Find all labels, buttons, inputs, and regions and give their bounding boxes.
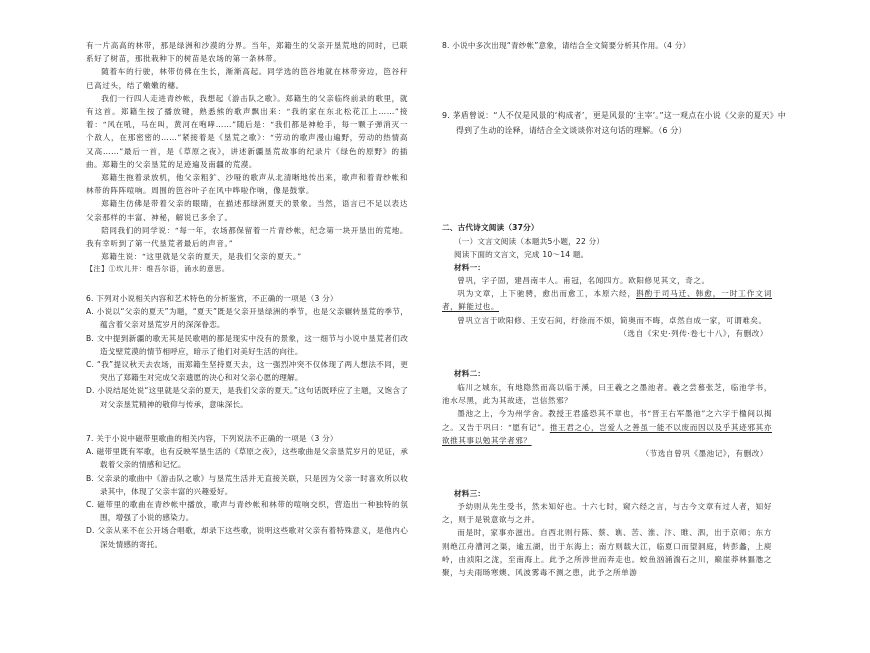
story-paragraph: 有一片高高的林带，那是绿洲和沙漠的分界。当年，郑籍生的父亲开垦荒地的同时，已联系好了树苗，那批栽种下的树苗是农场的第一条林带。 xyxy=(86,41,408,64)
option-a: A. 小说以“父亲的夏天”为题，“夏天”既是父亲开垦绿洲的季节，也是父亲辗转垦荒的季节，蕴含着父亲对垦荒岁月的深深眷恋。 xyxy=(86,307,408,330)
footnote: 【注】①坎儿井：维吾尔语，涌水的意思。 xyxy=(86,265,230,274)
question-6 xyxy=(86,292,408,411)
classical-reading-header xyxy=(454,235,772,275)
material-2-paragraph: 临川之城东，有地隐然而高以临于溪，曰王羲之之墨池者。羲之尝慕张芝，临池学书，池水尽黑，此为其故迹，岂信然邪？ xyxy=(442,383,772,406)
source-citation: （节选自曾巩《墨池记》，有删改） xyxy=(641,449,768,459)
material-1 xyxy=(442,274,772,340)
option-d: D. 小说结尾处说“这里就是父亲的夏天，是我们父亲的夏天。”这句话既呼应了主题，又饱含了对父亲垦荒精神的敬仰与传承，意味深长。 xyxy=(86,386,408,409)
text-run: 巩为文章，上下驰骋，愈出而愈工，本原六经， xyxy=(457,289,637,299)
text-run: 墨池之上，今为州学舍。教授王君盛恐其不章也，书“晋王右军墨池”之六字于楹间以揭之。又告于巩曰：“愿有记”。 xyxy=(442,409,772,432)
question-9: 9. 茅盾曾说：“人不仅是风景的‘构成者’，更是风景的‘主宰’。”这一观点在小说《父亲的夏天》中得到了生动的诠释，请结合全文谈谈你对这句话的理解。（6 分） xyxy=(442,111,786,135)
material-1-paragraph: 曾巩立言于欧阳修、王安石间，纡徐而不烦，简奥而不晦，卓然自成一家，可谓难矣。 xyxy=(457,315,767,325)
material-2-paragraph xyxy=(442,407,772,447)
instruction: 阅读下面的文言文，完成 10～14 题。 xyxy=(454,250,589,260)
material-3 xyxy=(442,500,772,590)
option-d: D. 父亲从来不在公开场合唱歌，却录下这些歌，说明这些歌对父亲有着特殊意义，是他内心深处情感的寄托。 xyxy=(86,526,408,549)
story-paragraph: 陪同我们的同学说：“每一年，农场都保留着一片青纱帐，纪念第一块开垦出的荒地。我有幸听到了第一代垦荒者最后的声音。” xyxy=(86,225,408,249)
question-stem: 6. 下列对小说相关内容和艺术特色的分析鉴赏，不正确的一项是（3 分） xyxy=(86,294,338,303)
subsection-heading: （一）文言文阅读（本题共5小题，22 分） xyxy=(454,237,605,246)
material-1-paragraph xyxy=(442,287,772,313)
material-3-paragraph: 而是时，家事亦滋出。自西北则行陈、蔡、谯、苦、淮、汴、睢、泗，出于京师；东方则绝江舟漕河之渠，逾五湖，出于东海上；南方则载大江，临夏口而望洞庭，转彭蠡，上庾岭，由浈阳之泷，至南海上。此予之所涉世而奔走也。蛟鱼汹涌湍石之川，巅崖莽林貙虺之聚，与夫雨旸寒燠、风波雾毒不测之患，此予之所单游 xyxy=(442,528,772,578)
source-citation: （选自《宋史·列传·卷七十八》，有删改） xyxy=(619,328,768,338)
story-paragraph: 郑籍生拖着录放机，他父亲粗犷、沙哑的歌声从北清晰地传出来，歌声和着青纱帐和林带的阵阵喧响。周围的笆谷叶子在风中哗啦作响，像是鼓掌。 xyxy=(86,173,408,196)
option-c: C. “我”提议秋天去农场，而郑籍生坚持夏天去，这一强烈冲突不仅体现了两人想法不同，更突出了郑籍生对完成父亲遗愿的决心和对父亲心愿的理解。 xyxy=(86,360,408,383)
option-b: B. 文中提到新疆的歌无其是民歌唱的都是现实中没有的景象，这一细节与小说中垦荒者们改造戈壁荒漠的情节相呼应，暗示了他们对美好生活的向往。 xyxy=(86,333,408,356)
material-3-title: 材料三： xyxy=(454,489,486,498)
material-1-paragraph: 曾巩，字子固，建昌南丰人。甫冠，名闻四方。欧阳修见其文，奇之。 xyxy=(457,276,710,285)
material-3-paragraph: 予幼则从先生受书，然未知好也。十六七时，窥六经之言，与古今文章有过人者，知好之，则于是锐意欲与之并。 xyxy=(442,502,772,525)
option-c: C. 磁带里的歌曲在青纱帐中播放，歌声与青纱帐和林带的喧响交织，营造出一种独特的氛围，增强了小说的感染力。 xyxy=(86,500,408,523)
material-2 xyxy=(442,381,772,460)
story-excerpt xyxy=(86,39,408,277)
question-8: 8. 小说中多次出现“青纱帐”意象，请结合全文简要分析其作用。（4 分） xyxy=(442,41,691,50)
question-stem: 7. 关于小说中磁带里歌曲的相关内容，下列说法不正确的一项是（3 分） xyxy=(86,434,338,443)
question-7 xyxy=(86,432,408,551)
option-b: B. 父亲录的歌曲中《游击队之歌》与垦荒生活并无直接关联，只是因为父亲一时喜欢所以收录其中，体现了父亲丰富的兴趣爱好。 xyxy=(86,473,408,496)
option-a: A. 磁带里既有军歌，也有反映军垦生活的《草原之夜》，这些歌曲是父亲垦荒岁月的见证，承载着父亲的情感和记忆。 xyxy=(86,447,408,470)
story-paragraph: 郑籍生仿佛是带着父亲的眼睛，在描述那绿洲夏天的景象。当然，语言已不足以表达父亲那样的丰富、神秘，解说已多余了。 xyxy=(86,199,408,222)
material-1-title: 材料一： xyxy=(454,263,486,273)
story-paragraph: 我们一行四人走进青纱帐，我想起《游击队之歌》。郑籍生的父亲临终前录的歌里，就有这首。郑籍生按了播放键，熟悉熊的歌声飘出来：“我的家在东北松花江上……”接着：“风在吼，马在叫，黄河在咆哮……”随后是：“我们都是神枪手，每一颗子弹消灭一个敌人，在那密密的……”紧接着是《垦荒之歌》：“劳动的歌声漫山遍野，劳动的热情高又高……”最后一首，是《草原之夜》，讲述新疆垦荒故事的纪录片《绿色的原野》的插曲。郑籍生的父亲垦荒的足迹遍及南疆的荒漠。 xyxy=(86,93,408,169)
material-2-title: 材料二： xyxy=(454,369,486,378)
underlined-sentence: 推王君之心，岂爱人之善虽一能不以废而因以及乎其迹邪其亦欲推其事以勉其学者邪？ xyxy=(442,422,772,445)
section-heading: 二、古代诗文阅读（37分） xyxy=(442,223,539,232)
underlined-sentence: 斟酌于司马迁、韩愈，一时工作文词者，鲜能过也。 xyxy=(442,289,772,312)
story-paragraph: 随着车的行驶，林带仿佛在生长，渐渐高起。同学选的笆谷地就在林带旁边，笆谷秆已高过头，结了嫩嫩的穗。 xyxy=(86,67,408,90)
story-paragraph: 郑籍生说：“这里就是父亲的夏天，是我们父亲的夏天。” xyxy=(101,252,302,262)
